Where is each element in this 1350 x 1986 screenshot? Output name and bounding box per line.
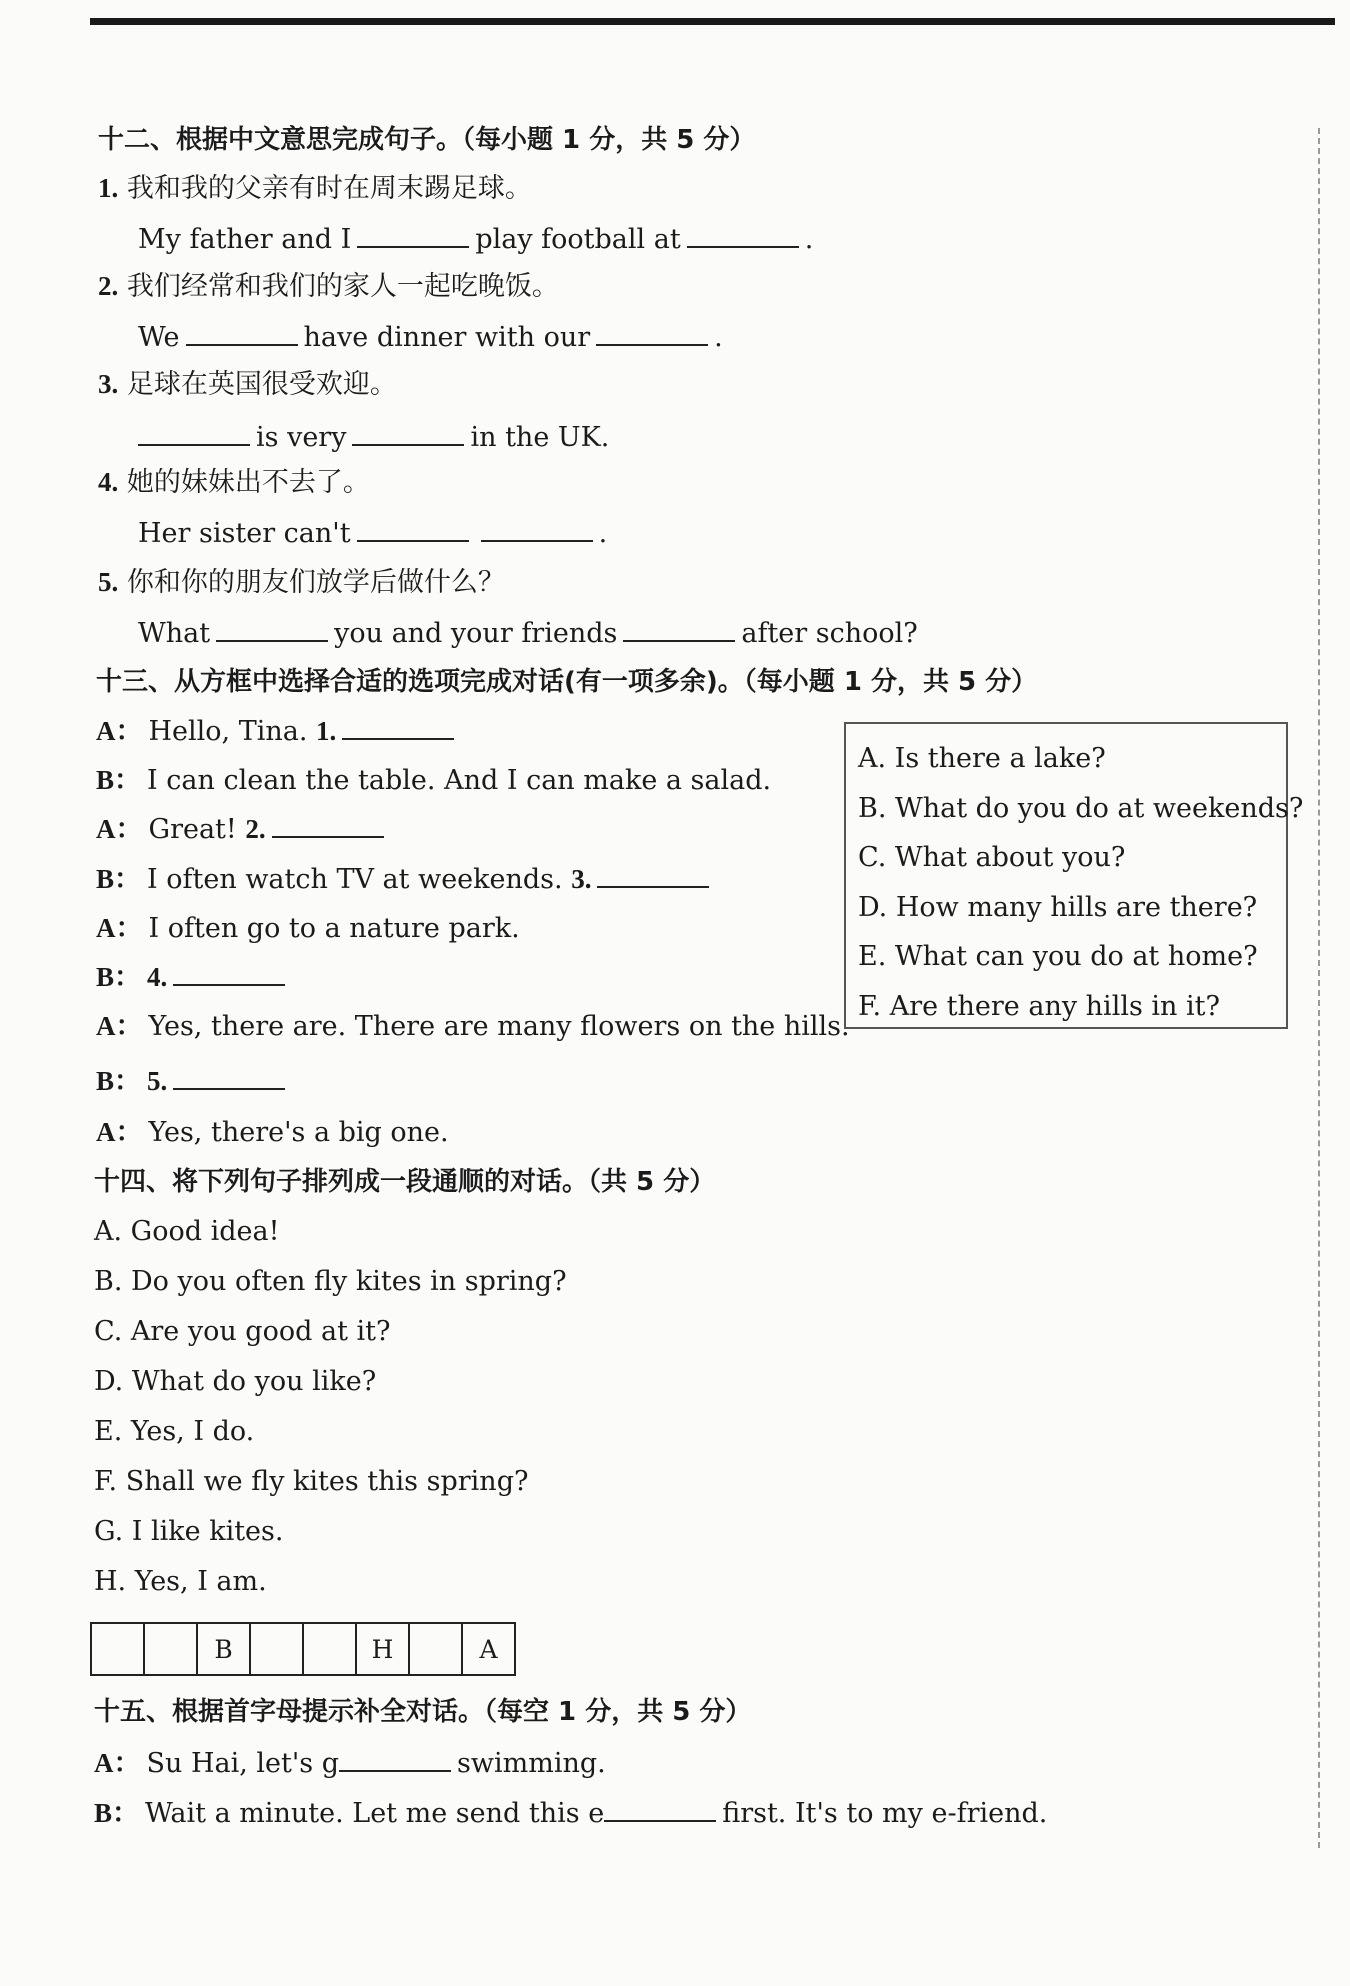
item-number: 2. bbox=[98, 271, 119, 301]
answer-blank[interactable] bbox=[481, 514, 593, 542]
answer-cell[interactable] bbox=[250, 1623, 303, 1675]
answer-cell[interactable] bbox=[91, 1623, 144, 1675]
section-13-heading: 十三、从方框中选择合适的选项完成对话(有一项多余)。（每小题 1 分，共 5 分） bbox=[96, 667, 1038, 697]
answer-blank[interactable] bbox=[357, 514, 469, 542]
options-box bbox=[844, 722, 1304, 1029]
first-letter-hint: e bbox=[588, 1798, 605, 1829]
s14-sentence-h: H. Yes, I am. bbox=[94, 1566, 267, 1597]
blank-number: 4. bbox=[147, 962, 168, 992]
option-d: D. How many hills are there? bbox=[858, 891, 1258, 923]
s13-line-4 bbox=[96, 860, 715, 898]
first-letter-hint: g bbox=[321, 1748, 340, 1779]
s12-item-2-zh bbox=[98, 268, 559, 305]
s12-item-2-en bbox=[138, 318, 723, 356]
answer-blank[interactable] bbox=[339, 1744, 451, 1772]
s14-sentence-g: G. I like kites. bbox=[94, 1516, 284, 1547]
speaker-label: B： bbox=[96, 1066, 142, 1096]
dialogue-text: first. It's to my e-friend. bbox=[722, 1798, 1048, 1829]
answer-cell: B bbox=[197, 1623, 250, 1675]
answer-blank[interactable] bbox=[342, 712, 454, 740]
sentence-part: We bbox=[138, 322, 180, 353]
sentence-part: in the UK. bbox=[470, 422, 610, 453]
dialogue-text: I can clean the table. And I can make a salad. bbox=[147, 765, 772, 796]
dialogue-text: I often go to a nature park. bbox=[148, 913, 520, 944]
s14-sentence-c: C. Are you good at it? bbox=[94, 1316, 391, 1347]
dialogue-text: Yes, there are. There are many flowers on the hills. bbox=[148, 1011, 850, 1042]
item-number: 1. bbox=[98, 173, 119, 203]
answer-cell[interactable] bbox=[303, 1623, 356, 1675]
blank-number: 1. bbox=[316, 716, 337, 746]
speaker-label: B： bbox=[94, 1798, 140, 1828]
s14-sentence-f: F. Shall we fly kites this spring? bbox=[94, 1466, 529, 1497]
speaker-label: A： bbox=[96, 1117, 143, 1147]
sentence-part: you and your friends bbox=[334, 618, 618, 649]
answer-blank[interactable] bbox=[173, 1062, 285, 1090]
chinese-sentence: 她的妹妹出不去了。 bbox=[126, 467, 370, 498]
chinese-sentence: 足球在英国很受欢迎。 bbox=[126, 369, 397, 400]
sentence-part: . bbox=[598, 518, 608, 549]
s14-sentence-b: B. Do you often fly kites in spring? bbox=[94, 1266, 567, 1297]
answer-blank[interactable] bbox=[596, 318, 708, 346]
blank-number: 5. bbox=[147, 1066, 168, 1096]
speaker-label: B： bbox=[96, 864, 142, 894]
s14-sentence-a: A. Good idea! bbox=[94, 1216, 280, 1247]
s13-line-3 bbox=[96, 810, 390, 848]
dialogue-text: Great! bbox=[148, 814, 237, 845]
s12-item-5-zh bbox=[98, 564, 505, 601]
answer-blank[interactable] bbox=[216, 614, 328, 642]
answer-blank[interactable] bbox=[623, 614, 735, 642]
item-number: 5. bbox=[98, 567, 119, 597]
sentence-part: . bbox=[804, 224, 814, 255]
option-e: E. What can you do at home? bbox=[858, 941, 1258, 972]
s12-item-4-en bbox=[138, 514, 607, 552]
speaker-label: A： bbox=[96, 1011, 143, 1041]
sentence-part: What bbox=[138, 618, 211, 649]
item-number: 4. bbox=[98, 467, 119, 497]
answer-cell[interactable] bbox=[144, 1623, 197, 1675]
speaker-label: A： bbox=[94, 1748, 141, 1778]
answer-blank[interactable] bbox=[352, 418, 464, 446]
s12-item-1-zh bbox=[98, 170, 532, 207]
section-14-heading: 十四、将下列句子排列成一段通顺的对话。（共 5 分） bbox=[94, 1167, 716, 1197]
s13-line-5 bbox=[96, 910, 520, 947]
speaker-label: A： bbox=[96, 913, 143, 943]
dialogue-text: Su Hai, let's bbox=[146, 1748, 314, 1779]
answer-blank[interactable] bbox=[604, 1794, 716, 1822]
s12-item-5-en bbox=[138, 614, 918, 652]
option-a: A. Is there a lake? bbox=[858, 743, 1106, 774]
sentence-part: . bbox=[714, 322, 723, 353]
s14-sentence-e: E. Yes, I do. bbox=[94, 1416, 255, 1447]
speaker-label: A： bbox=[96, 716, 143, 746]
blank-number: 3. bbox=[571, 864, 592, 894]
sentence-part: Her sister can't bbox=[138, 518, 351, 549]
dialogue-text: I often watch TV at weekends. bbox=[147, 864, 563, 895]
order-answer-table bbox=[90, 1622, 516, 1676]
s12-item-3-zh bbox=[98, 366, 397, 403]
s12-item-4-zh bbox=[98, 464, 370, 501]
answer-cell: H bbox=[356, 1623, 409, 1675]
s12-item-1-en bbox=[138, 220, 813, 258]
blank-number: 2. bbox=[245, 814, 266, 844]
sentence-part: is very bbox=[256, 422, 347, 453]
s12-item-3-en bbox=[132, 418, 609, 456]
s13-line-2 bbox=[96, 762, 771, 799]
option-f: F. Are there any hills in it? bbox=[858, 990, 1220, 1022]
s13-line-9 bbox=[96, 1114, 449, 1151]
s15-line-2 bbox=[94, 1794, 1047, 1832]
answer-blank[interactable] bbox=[173, 958, 285, 986]
sentence-part: play football at bbox=[475, 224, 681, 255]
answer-cell[interactable] bbox=[409, 1623, 462, 1675]
section-12-heading: 十二、根据中文意思完成句子。（每小题 1 分，共 5 分） bbox=[98, 125, 756, 155]
s13-line-1 bbox=[96, 712, 460, 750]
s13-line-8 bbox=[96, 1062, 291, 1100]
chinese-sentence: 我和我的父亲有时在周末踢足球。 bbox=[126, 173, 532, 204]
answer-cell: A bbox=[462, 1623, 515, 1675]
s13-line-7 bbox=[96, 1008, 850, 1045]
dialogue-text: swimming. bbox=[457, 1748, 606, 1779]
answer-blank[interactable] bbox=[687, 220, 799, 248]
answer-blank[interactable] bbox=[357, 220, 469, 248]
sentence-part: after school? bbox=[741, 618, 918, 649]
sentence-part: My father and I bbox=[138, 224, 352, 255]
s13-line-6 bbox=[96, 958, 291, 996]
option-b: B. What do you do at weekends? bbox=[858, 792, 1304, 824]
item-number: 3. bbox=[98, 369, 119, 399]
option-c: C. What about you? bbox=[858, 842, 1126, 873]
dialogue-text: Wait a minute. Let me send this bbox=[145, 1798, 580, 1829]
answer-blank[interactable] bbox=[138, 418, 250, 446]
answer-blank[interactable] bbox=[597, 860, 709, 888]
chinese-sentence: 我们经常和我们的家人一起吃晚饭。 bbox=[126, 271, 559, 302]
s14-sentence-d: D. What do you like? bbox=[94, 1366, 377, 1397]
speaker-label: B： bbox=[96, 962, 142, 992]
sentence-part: have dinner with our bbox=[303, 322, 591, 353]
speaker-label: B： bbox=[96, 765, 142, 795]
s15-line-1 bbox=[94, 1744, 606, 1782]
answer-blank[interactable] bbox=[186, 318, 298, 346]
chinese-sentence: 你和你的朋友们放学后做什么？ bbox=[126, 567, 505, 598]
dialogue-text: Yes, there's a big one. bbox=[148, 1117, 449, 1148]
speaker-label: A： bbox=[96, 814, 143, 844]
dialogue-text: Hello, Tina. bbox=[148, 716, 308, 747]
section-15-heading: 十五、根据首字母提示补全对话。（每空 1 分，共 5 分） bbox=[94, 1697, 752, 1727]
answer-blank[interactable] bbox=[272, 810, 384, 838]
